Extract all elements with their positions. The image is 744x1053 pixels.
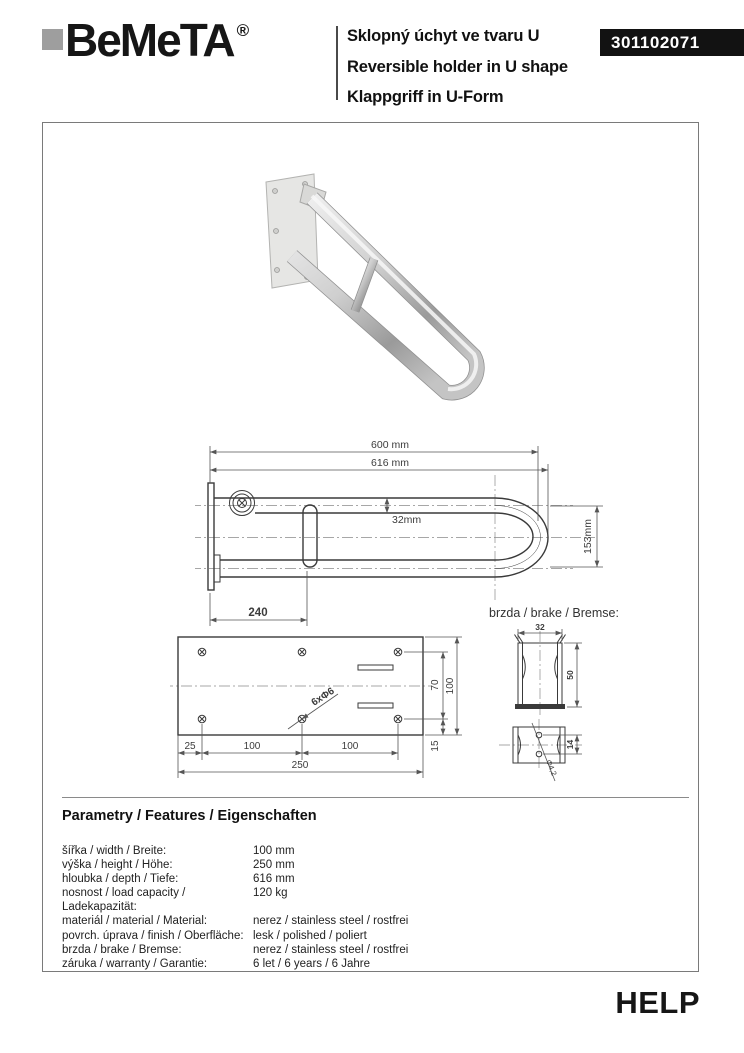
product-titles bbox=[347, 21, 568, 113]
svg-text:15: 15 bbox=[430, 740, 441, 752]
parameter-label: záruka / warranty / Garantie: bbox=[62, 957, 208, 970]
parameter-label: materiál / material / Material: bbox=[62, 915, 208, 928]
parameter-row bbox=[62, 844, 672, 858]
holes-callout bbox=[288, 685, 338, 729]
product-code: 301102071 bbox=[611, 33, 700, 52]
parameter-label: brzda / brake / Bremse: bbox=[62, 943, 182, 956]
product-title-de: Klappgriff in U-Form bbox=[347, 88, 504, 106]
product-code-badge bbox=[600, 29, 744, 56]
svg-text:32mm: 32mm bbox=[392, 514, 422, 526]
svg-text:14: 14 bbox=[565, 739, 575, 750]
side-view-drawing bbox=[195, 433, 625, 628]
parameter-value: 6 let / 6 years / 6 Jahre bbox=[253, 957, 370, 970]
parameter-row bbox=[62, 886, 672, 914]
brand-name: BeMeTA bbox=[65, 14, 234, 66]
svg-text:100: 100 bbox=[341, 741, 359, 752]
parameters-divider bbox=[62, 797, 689, 798]
parameter-value: nerez / stainless steel / rostfrei bbox=[253, 943, 409, 956]
svg-text:616 mm: 616 mm bbox=[371, 457, 409, 469]
svg-text:600 mm: 600 mm bbox=[371, 439, 409, 451]
plate-view-drawing bbox=[170, 628, 475, 798]
wall-plate-side bbox=[208, 483, 220, 590]
parameter-row bbox=[62, 929, 672, 943]
product-photo bbox=[248, 158, 513, 418]
parameter-value: 616 mm bbox=[253, 873, 295, 886]
parameters-table bbox=[62, 844, 672, 971]
dimension-616 bbox=[210, 457, 548, 533]
header-divider bbox=[336, 26, 338, 100]
plate-bottom-dimensions bbox=[178, 724, 423, 778]
dimension-240 bbox=[210, 571, 307, 626]
svg-text:100: 100 bbox=[445, 677, 456, 695]
svg-text:50: 50 bbox=[565, 670, 575, 680]
brake-detail-drawing bbox=[487, 603, 637, 803]
svg-text:153mm: 153mm bbox=[582, 518, 594, 555]
brake-front-view bbox=[515, 622, 583, 715]
registered-mark: ® bbox=[236, 20, 250, 40]
parameter-label: hloubka / depth / Tiefe: bbox=[62, 873, 179, 886]
parameters-heading: Parametry / Features / Eigenschaften bbox=[62, 808, 317, 824]
parameter-row bbox=[62, 858, 672, 872]
parameter-row bbox=[62, 943, 672, 957]
parameter-value: 250 mm bbox=[253, 859, 295, 872]
svg-text:250: 250 bbox=[291, 760, 309, 771]
grab-bar bbox=[292, 196, 477, 393]
mounting-holes bbox=[198, 648, 402, 723]
parameter-label: výška / height / Höhe: bbox=[62, 859, 173, 872]
dimension-600 bbox=[210, 439, 538, 521]
product-title-cs: Sklopný úchyt ve tvaru U bbox=[347, 27, 540, 45]
svg-text:25: 25 bbox=[184, 741, 196, 752]
parameter-value: nerez / stainless steel / rostfrei bbox=[253, 915, 409, 928]
svg-text:32: 32 bbox=[535, 622, 545, 632]
svg-text:6xΦ6: 6xΦ6 bbox=[309, 685, 337, 709]
parameter-label: šířka / width / Breite: bbox=[62, 845, 167, 857]
pivot-hinge bbox=[230, 491, 255, 516]
brand-logo-square bbox=[42, 29, 63, 50]
svg-text:240: 240 bbox=[248, 607, 268, 619]
parameter-value: lesk / polished / poliert bbox=[253, 929, 367, 942]
brake-section-label: brzda / brake / Bremse: bbox=[489, 606, 619, 620]
parameter-value: 100 mm bbox=[253, 845, 295, 857]
parameter-value: 120 kg bbox=[253, 887, 288, 900]
dimension-153mm bbox=[550, 506, 603, 567]
brand-logo bbox=[65, 13, 250, 67]
svg-text:100: 100 bbox=[243, 741, 261, 752]
product-title-en: Reversible holder in U shape bbox=[347, 57, 568, 76]
brake-sleeve-side bbox=[303, 505, 317, 567]
brake-bottom-view bbox=[499, 719, 582, 781]
dimension-32mm bbox=[387, 498, 421, 526]
parameter-row bbox=[62, 914, 672, 928]
svg-text:70: 70 bbox=[430, 679, 441, 691]
parameter-label: nosnost / load capacity / Ladekapazität: bbox=[62, 887, 186, 914]
parameter-row bbox=[62, 957, 672, 971]
parameter-row bbox=[62, 872, 672, 886]
parameter-label: povrch. úprava / finish / Oberfläche: bbox=[62, 929, 244, 942]
svg-text:Φ4,2: Φ4,2 bbox=[544, 758, 559, 777]
footer-brand-logo: HELP bbox=[615, 985, 700, 1020]
